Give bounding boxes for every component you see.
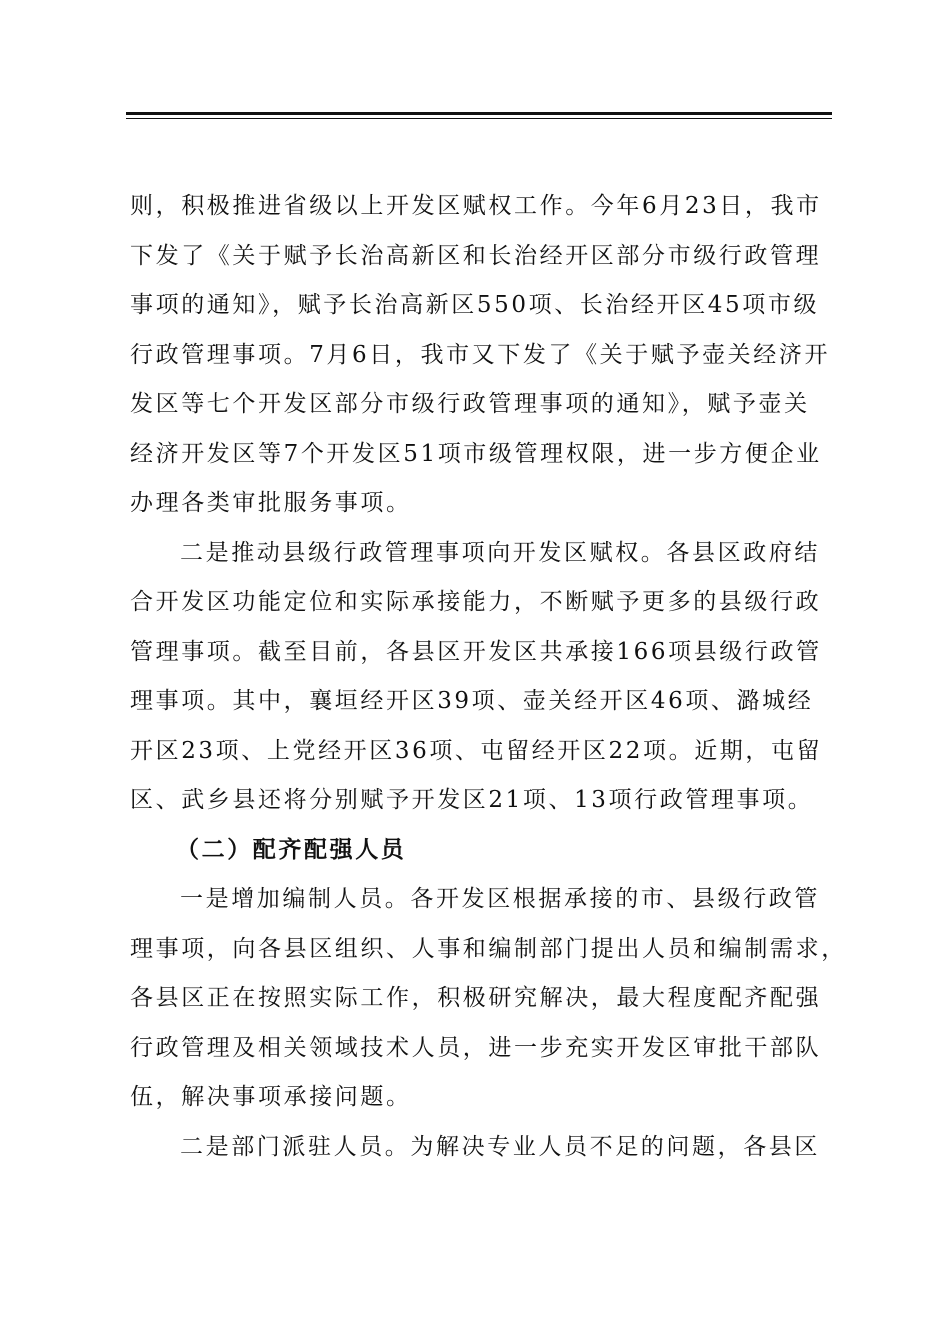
body-text	[130, 182, 847, 1172]
paragraph-line: 事项的通知》，赋予长治高新区550项、长治经开区45项市级	[130, 292, 820, 318]
section-heading: （二）配齐配强人员	[176, 836, 407, 863]
paragraph-line: 区、武乡县还将分别赋予开发区21项、13项行政管理事项。	[130, 787, 814, 813]
paragraph-line: 理事项，向各县区组织、人事和编制部门提出人员和编制需求，	[130, 935, 847, 962]
paragraph-line: 开区23项、上党经开区36项、屯留经开区22项。近期，屯留	[130, 737, 823, 764]
header-double-rule	[126, 112, 832, 120]
paragraph-line: 发区等七个开发区部分市级行政管理事项的通知》，赋予壶关	[130, 391, 810, 417]
paragraph-line: 行政管理事项。7月6日，我市又下发了《关于赋予壶关经济开	[130, 341, 831, 368]
header-rule-thin	[126, 118, 832, 119]
paragraph-line: 办理各类审批服务事项。	[130, 490, 412, 516]
header-rule-thick	[126, 112, 832, 115]
paragraph-line: 理事项。其中，襄垣经开区39项、壶关经开区46项、潞城经	[130, 688, 814, 714]
paragraph-line: 经济开发区等7个开发区51项市级管理权限，进一步方便企业	[130, 440, 822, 467]
paragraph-line: 一是增加编制人员。各开发区根据承接的市、县级行政管	[180, 886, 820, 912]
paragraph-line: 则，积极推进省级以上开发区赋权工作。今年6月23日，我市	[130, 193, 822, 219]
paragraph-line: 二是推动县级行政管理事项向开发区赋权。各县区政府结	[180, 539, 820, 566]
paragraph-line: 二是部门派驻人员。为解决专业人员不足的问题，各县区	[180, 1133, 820, 1160]
paragraph-line: 各县区正在按照实际工作，积极研究解决，最大程度配齐配强	[130, 985, 822, 1011]
paragraph-line: 行政管理及相关领域技术人员，进一步充实开发区审批干部队	[130, 1034, 822, 1061]
paragraph-line: 下发了《关于赋予长治高新区和长治经开区部分市级行政管理	[130, 242, 822, 269]
paragraph-line: 管理事项。截至目前，各县区开发区共承接166项县级行政管	[130, 638, 822, 665]
paragraph-line: 伍，解决事项承接问题。	[130, 1084, 412, 1110]
paragraph-line: 合开发区功能定位和实际承接能力，不断赋予更多的县级行政	[130, 589, 822, 615]
